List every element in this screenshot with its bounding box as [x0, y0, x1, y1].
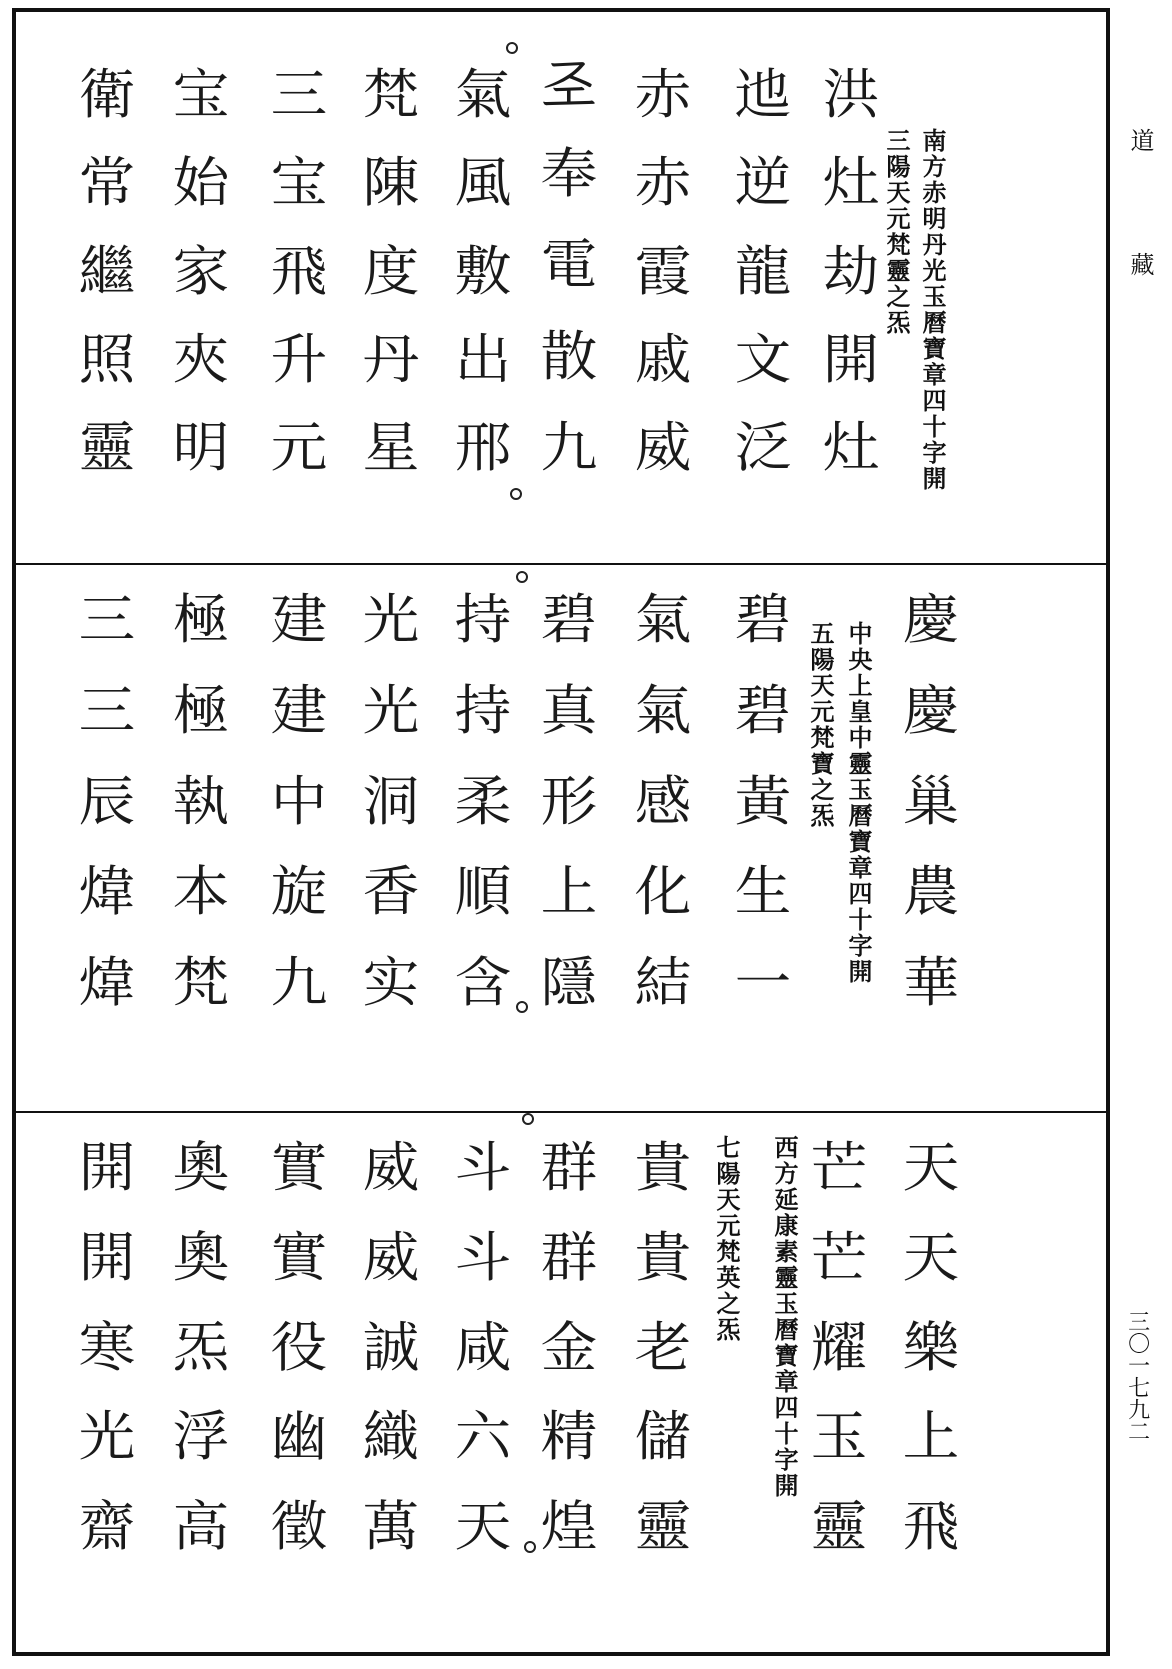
seal-glyph: 繼 — [78, 239, 136, 303]
glyph-column — [72, 577, 142, 1017]
seal-glyph: 慶 — [902, 588, 960, 651]
seal-glyph: 九 — [270, 951, 328, 1014]
seal-glyph: 靈 — [810, 1495, 868, 1558]
seal-glyph: 照 — [78, 327, 136, 391]
seal-glyph: 夾 — [172, 327, 230, 391]
seal-glyph: 光 — [362, 588, 420, 651]
glyph-column — [264, 52, 334, 482]
seal-glyph: 迆 — [734, 63, 792, 126]
section-center — [16, 565, 1106, 1113]
seal-glyph: 明 — [172, 416, 230, 479]
seal-glyph: 天 — [454, 1495, 512, 1558]
seal-glyph: 六 — [454, 1405, 512, 1469]
seal-glyph: 灶 — [822, 151, 880, 215]
section-subheading: 三陽天元梵靈之炁 — [882, 128, 911, 336]
seal-glyph: 生 — [734, 860, 792, 924]
seal-glyph: 浮 — [172, 1405, 230, 1469]
glyph-column — [356, 1125, 426, 1561]
page-frame — [12, 8, 1110, 1656]
seal-glyph: 霞 — [634, 239, 692, 303]
glyph-column — [534, 52, 604, 482]
seal-glyph: 開 — [78, 1136, 136, 1199]
margin-label-mid: 藏 — [1126, 252, 1154, 276]
glyph-column — [728, 52, 798, 482]
seal-glyph: 𢀖 — [540, 52, 598, 115]
seal-glyph: 奉 — [540, 141, 598, 205]
seal-glyph: 役 — [270, 1315, 328, 1379]
seal-glyph: 玉 — [810, 1405, 868, 1469]
seal-glyph: 芒 — [810, 1225, 868, 1289]
glyph-column — [896, 1125, 966, 1561]
seal-glyph: 梵 — [172, 951, 230, 1014]
seal-glyph: 實 — [270, 1136, 328, 1199]
seal-glyph: 電 — [540, 233, 598, 296]
seal-glyph: 辰 — [78, 769, 136, 833]
glyph-column — [72, 52, 142, 482]
seal-glyph: 開 — [822, 327, 880, 391]
seal-glyph: 宝 — [270, 151, 328, 215]
seal-glyph: 含 — [454, 951, 512, 1014]
seal-glyph: 威 — [362, 1136, 420, 1199]
seal-glyph: 升 — [270, 327, 328, 391]
seal-glyph: 巢 — [902, 769, 960, 833]
section-heading: 中央上皇中靈玉曆寶章四十字開 — [844, 621, 873, 985]
seal-glyph: 斗 — [454, 1225, 512, 1289]
section-west — [16, 1113, 1106, 1652]
seal-glyph: 實 — [270, 1225, 328, 1289]
seal-glyph: 威 — [362, 1225, 420, 1289]
seal-glyph: 碧 — [540, 588, 598, 651]
glyph-column — [166, 1125, 236, 1561]
seal-glyph: 星 — [362, 416, 420, 479]
seal-glyph: 煒 — [78, 951, 136, 1014]
glyph-column — [448, 52, 518, 482]
seal-glyph: 灶 — [822, 416, 880, 479]
seal-glyph: 本 — [172, 860, 230, 924]
glyph-column — [448, 1125, 518, 1561]
seal-glyph: 梵 — [362, 63, 420, 126]
seal-glyph: 始 — [172, 151, 230, 215]
seal-glyph: 泛 — [734, 416, 792, 479]
seal-glyph: 戚 — [634, 327, 692, 391]
seal-glyph: 群 — [540, 1136, 598, 1199]
seal-glyph: 天 — [902, 1136, 960, 1199]
seal-glyph: 衛 — [78, 63, 136, 126]
seal-glyph: 慶 — [902, 678, 960, 742]
seal-glyph: 洞 — [362, 769, 420, 833]
seal-glyph: 建 — [270, 588, 328, 651]
seal-glyph: 赤 — [634, 151, 692, 215]
glyph-column — [356, 52, 426, 482]
seal-glyph: 靈 — [634, 1495, 692, 1558]
seal-glyph: 飛 — [270, 239, 328, 303]
seal-glyph: 上 — [540, 860, 598, 924]
seal-glyph: 威 — [634, 416, 692, 479]
seal-glyph: 寒 — [78, 1315, 136, 1379]
seal-glyph: 碧 — [734, 678, 792, 742]
seal-glyph: 洪 — [822, 63, 880, 126]
seal-glyph: 誠 — [362, 1315, 420, 1379]
seal-glyph: 斗 — [454, 1136, 512, 1199]
glyph-column — [628, 577, 698, 1017]
seal-glyph: 劫 — [822, 239, 880, 303]
glyph-column — [896, 577, 966, 1017]
seal-glyph: 一 — [734, 951, 792, 1014]
seal-glyph: 精 — [540, 1405, 598, 1469]
seal-glyph: 樂 — [902, 1315, 960, 1379]
seal-glyph: 織 — [362, 1405, 420, 1469]
seal-glyph: 感 — [634, 769, 692, 833]
glyph-column — [728, 577, 798, 1017]
seal-glyph: 元 — [270, 416, 328, 479]
seal-glyph: 上 — [902, 1405, 960, 1469]
glyph-column — [264, 1125, 334, 1561]
seal-glyph: 光 — [78, 1405, 136, 1469]
section-heading: 西方延康素靈玉曆寶章四十字開 — [770, 1135, 799, 1499]
seal-glyph: 度 — [362, 239, 420, 303]
section-subheading: 七陽天元梵英之炁 — [712, 1135, 741, 1343]
seal-glyph: 三 — [78, 588, 136, 651]
glyph-column — [264, 577, 334, 1017]
seal-glyph: 飛 — [902, 1495, 960, 1558]
seal-glyph: 炁 — [172, 1315, 230, 1379]
seal-glyph: 高 — [172, 1495, 230, 1558]
seal-glyph: 常 — [78, 151, 136, 215]
seal-glyph: 真 — [540, 678, 598, 742]
seal-glyph: 氣 — [634, 588, 692, 651]
seal-glyph: 執 — [172, 769, 230, 833]
seal-glyph: 敷 — [454, 239, 512, 303]
section-south — [16, 12, 1106, 565]
seal-glyph: 逆 — [734, 151, 792, 215]
seal-glyph: 丹 — [362, 327, 420, 391]
seal-glyph: 農 — [902, 860, 960, 924]
seal-glyph: 極 — [172, 678, 230, 742]
seal-glyph: 隱 — [540, 951, 598, 1014]
seal-glyph: 極 — [172, 588, 230, 651]
seal-glyph: 建 — [270, 678, 328, 742]
section-heading: 南方赤明丹光玉曆寶章四十字開 — [918, 128, 947, 492]
seal-glyph: 氣 — [634, 678, 692, 742]
seal-glyph: 邢 — [454, 416, 512, 479]
seal-glyph: 煌 — [540, 1495, 598, 1558]
seal-glyph: 实 — [362, 951, 420, 1014]
circle-mark — [510, 488, 522, 500]
glyph-column — [804, 1125, 874, 1561]
seal-glyph: 徵 — [270, 1495, 328, 1558]
seal-glyph: 風 — [454, 151, 512, 215]
seal-glyph: 幽 — [270, 1405, 328, 1469]
seal-glyph: 文 — [734, 327, 792, 391]
page-number: 三〇一七九二 — [1124, 1310, 1150, 1442]
seal-glyph: 奧 — [172, 1225, 230, 1289]
seal-glyph: 耀 — [810, 1315, 868, 1379]
glyph-column — [448, 577, 518, 1017]
seal-glyph: 貴 — [634, 1136, 692, 1199]
seal-glyph: 儲 — [634, 1405, 692, 1469]
seal-glyph: 九 — [540, 416, 598, 479]
circle-mark — [522, 1113, 534, 1125]
seal-glyph: 化 — [634, 860, 692, 924]
seal-glyph: 齋 — [78, 1495, 136, 1558]
seal-glyph: 氣 — [454, 63, 512, 126]
margin-label-top: 道 — [1126, 128, 1154, 152]
seal-glyph: 靈 — [78, 416, 136, 479]
glyph-column — [166, 577, 236, 1017]
seal-glyph: 萬 — [362, 1495, 420, 1558]
seal-glyph: 家 — [172, 239, 230, 303]
seal-glyph: 柔 — [454, 769, 512, 833]
seal-glyph: 天 — [902, 1225, 960, 1289]
seal-glyph: 香 — [362, 860, 420, 924]
glyph-column — [356, 577, 426, 1017]
seal-glyph: 開 — [78, 1225, 136, 1289]
seal-glyph: 芒 — [810, 1136, 868, 1199]
seal-glyph: 三 — [78, 678, 136, 742]
seal-glyph: 宝 — [172, 63, 230, 126]
seal-glyph: 貴 — [634, 1225, 692, 1289]
seal-glyph: 煒 — [78, 860, 136, 924]
seal-glyph: 金 — [540, 1315, 598, 1379]
seal-glyph: 咸 — [454, 1315, 512, 1379]
glyph-column — [534, 1125, 604, 1561]
seal-glyph: 陳 — [362, 151, 420, 215]
seal-glyph: 持 — [454, 678, 512, 742]
glyph-column — [166, 52, 236, 482]
seal-glyph: 群 — [540, 1225, 598, 1289]
seal-glyph: 碧 — [734, 588, 792, 651]
seal-glyph: 結 — [634, 951, 692, 1014]
section-subheading: 五陽天元梵寶之炁 — [806, 621, 835, 829]
seal-glyph: 出 — [454, 327, 512, 391]
seal-glyph: 奧 — [172, 1136, 230, 1199]
seal-glyph: 黃 — [734, 769, 792, 833]
seal-glyph: 赤 — [634, 63, 692, 126]
seal-glyph: 持 — [454, 588, 512, 651]
seal-glyph: 華 — [902, 951, 960, 1014]
seal-glyph: 旋 — [270, 860, 328, 924]
glyph-column — [72, 1125, 142, 1561]
seal-glyph: 中 — [270, 769, 328, 833]
seal-glyph: 順 — [454, 860, 512, 924]
seal-glyph: 形 — [540, 769, 598, 833]
seal-glyph: 散 — [540, 324, 598, 388]
glyph-column — [628, 1125, 698, 1561]
seal-glyph: 龍 — [734, 239, 792, 303]
glyph-column — [534, 577, 604, 1017]
seal-glyph: 三 — [270, 63, 328, 126]
glyph-column — [816, 52, 886, 482]
seal-glyph: 老 — [634, 1315, 692, 1379]
seal-glyph: 光 — [362, 678, 420, 742]
glyph-column — [628, 52, 698, 482]
